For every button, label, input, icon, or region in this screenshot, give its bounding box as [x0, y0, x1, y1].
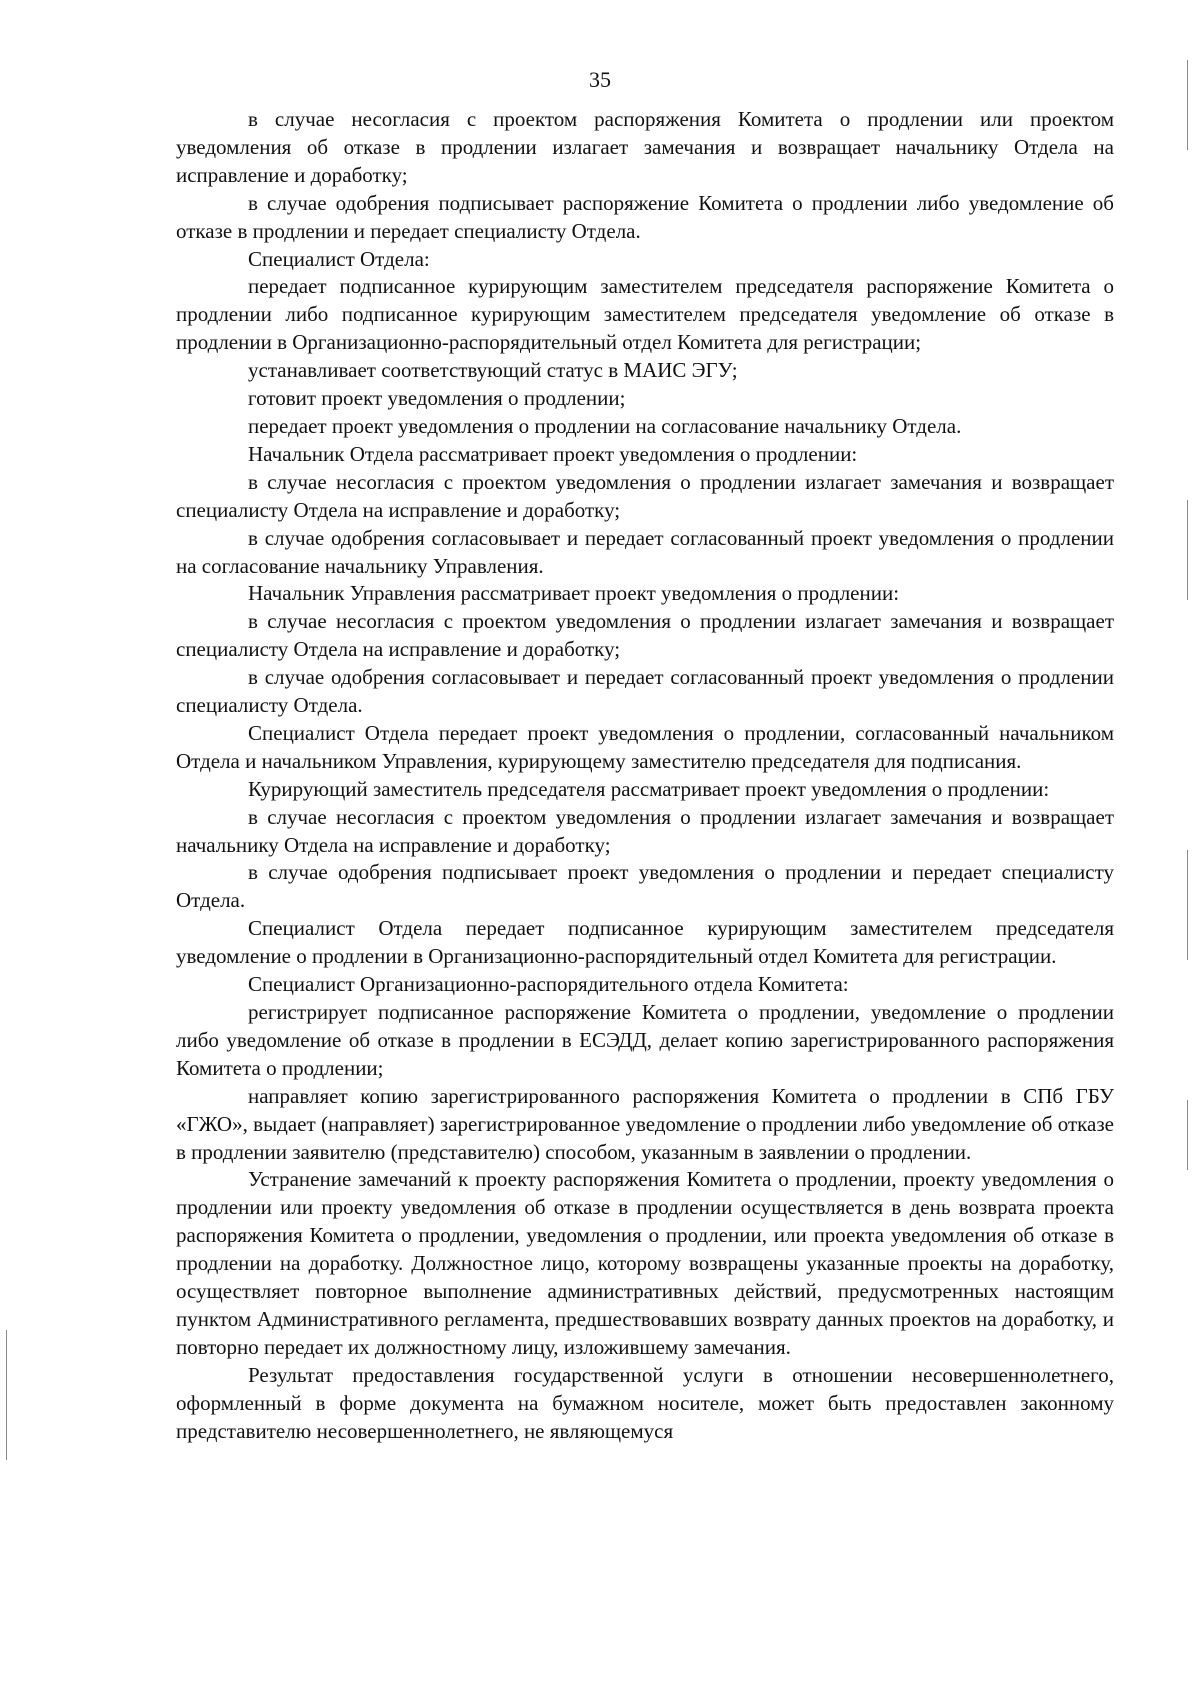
paragraph: Начальник Отдела рассматривает проект уведомления о продлении: [248, 441, 858, 466]
paragraph: в случае несогласия с проектом распоряжения Комитета о продлении или проектом уведомления об отказе в продлении излагает замечания и возвращает начальнику Отдела на исправление и доработку; [176, 107, 1114, 187]
paragraph: в случае одобрения подписывает распоряжение Комитета о продлении либо уведомление об отказе в продлении и передает специалисту Отдела. [176, 190, 1114, 243]
paragraph: в случае одобрения подписывает проект уведомления о продлении и передает специалисту Отдела. [176, 860, 1114, 913]
scan-artifact-left [6, 1330, 7, 1460]
paragraph: в случае несогласия с проектом уведомления о продлении излагает замечания и возвращает специалисту Отдела на исправление и доработку; [176, 469, 1114, 522]
paragraph: в случае одобрения согласовывает и передает согласованный проект уведомления о продлении специалисту Отдела. [176, 665, 1114, 718]
scan-artifact-right [1187, 500, 1188, 600]
paragraph: в случае несогласия с проектом уведомления о продлении излагает замечания и возвращает специалисту Отдела на исправление и доработку; [176, 609, 1114, 662]
paragraph: передает подписанное курирующим заместителем председателя распоряжение Комитета о продлении либо подписанное курирующим заместителем председателя уведомление об отказе в продлении в Организационно-распорядительный отдел Комитета для регистрации; [176, 274, 1114, 355]
paragraph: передает проект уведомления о продлении на согласование начальнику Отдела. [248, 413, 962, 438]
paragraph: Устранение замечаний к проекту распоряжения Комитета о продлении, проекту уведомления о продлении или проекту уведомления об отказе в продлении осуществляется в день возврата проекта распоряжения Комитета о продлении, уведомления о продлении, или проекта уведомления об отказе в продлении на доработку. Должностное лицо, которому возвращены указанные проекты на доработку, осуществляет повторное выполнение административных действий, предусмотренных настоящим пунктом Административного регламента, предшествовавших возврату данных проектов на доработку, и повторно передает их должностному лицу, изложившему замечания. [176, 1167, 1114, 1359]
document-body [176, 106, 1114, 1446]
paragraph: устанавливает соответствующий статус в МАИС ЭГУ; [248, 358, 738, 383]
paragraph: Специалист Отдела передает подписанное курирующим заместителем председателя уведомление о продлении в Организационно-распорядительный отдел Комитета для регистрации. [176, 916, 1114, 969]
paragraph: Специалист Отдела передает проект уведомления о продлении, согласованный начальником Отдела и начальником Управления, курирующему заместителю председателя для подписания. [176, 720, 1114, 773]
paragraph: в случае одобрения согласовывает и передает согласованный проект уведомления о продлении на согласование начальнику Управления. [176, 525, 1114, 578]
scan-artifact-right [1187, 60, 1188, 150]
scan-artifact-right [1187, 1100, 1188, 1170]
paragraph: готовит проект уведомления о продлении; [248, 386, 626, 411]
paragraph: Специалист Отдела: [248, 246, 430, 271]
paragraph: регистрирует подписанное распоряжение Комитета о продлении, уведомление о продлении либо уведомление об отказе в продлении в ЕСЭДД, делает копию зарегистрированного распоряжения Комитета о продлении; [176, 1000, 1114, 1080]
paragraph: Специалист Организационно-распорядительного отдела Комитета: [248, 972, 849, 997]
page-number: 35 [589, 67, 611, 92]
paragraph: Курирующий заместитель председателя рассматривает проект уведомления о продлении: [248, 776, 1050, 801]
scan-artifact-right [1187, 850, 1188, 960]
paragraph: Результат предоставления государственной услуги в отношении несовершеннолетнего, оформленный в форме документа на бумажном носителе, может быть предоставлен законному представителю несовершеннолетнего, не являющемуся [176, 1362, 1114, 1443]
paragraph: Начальник Управления рассматривает проект уведомления о продлении: [248, 581, 900, 606]
paragraph: в случае несогласия с проектом уведомления о продлении излагает замечания и возвращает начальнику Отдела на исправление и доработку; [176, 804, 1114, 857]
paragraph: направляет копию зарегистрированного распоряжения Комитета о продлении в СПб ГБУ «ГЖО», выдает (направляет) зарегистрированное уведомление о продлении либо уведомление об отказе в продлении заявителю (представителю) способом, указанным в заявлении о продлении. [176, 1083, 1114, 1164]
